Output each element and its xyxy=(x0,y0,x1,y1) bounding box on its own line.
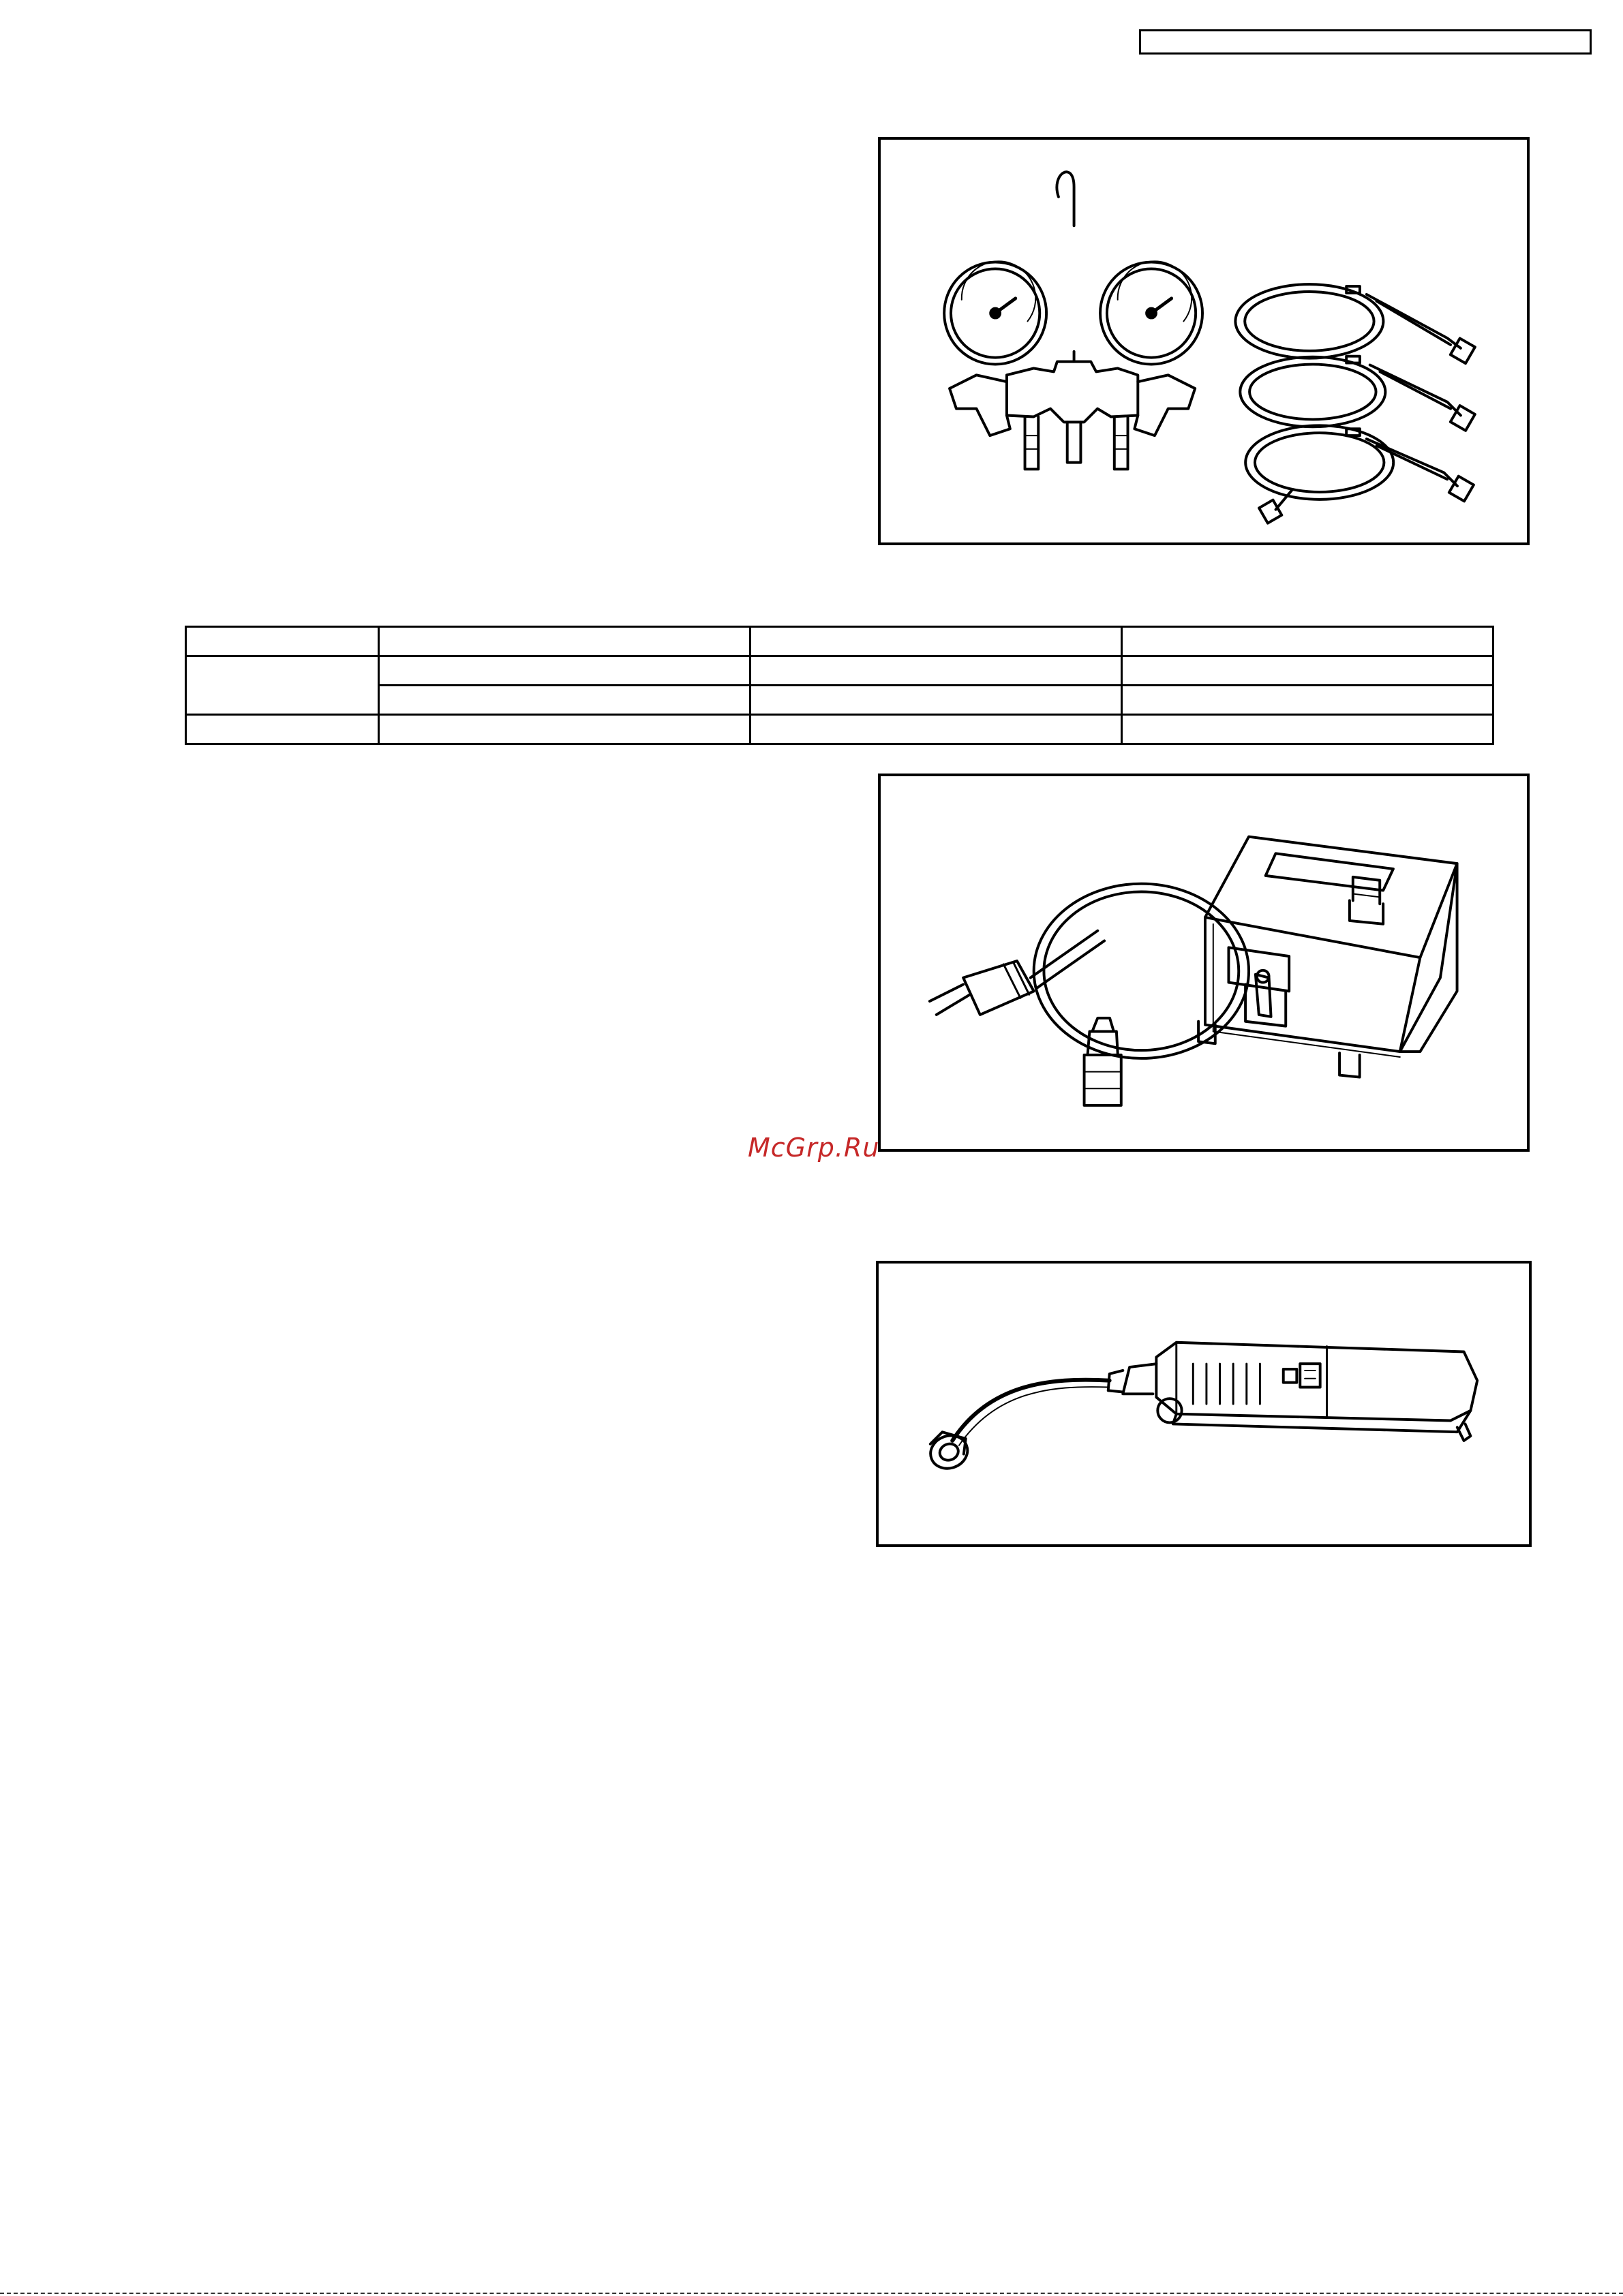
page-bottom-edge xyxy=(0,2293,1623,2295)
table-cell xyxy=(750,715,1122,744)
table-cell xyxy=(379,686,750,715)
table-cell xyxy=(750,656,1122,686)
table-cell xyxy=(186,656,379,715)
table-row xyxy=(186,686,1493,715)
vacuum-pump-adaptor-figure xyxy=(878,774,1530,1152)
leak-detector-icon xyxy=(879,1264,1529,1544)
vacuum-pump-adaptor-icon xyxy=(881,776,1527,1149)
table-cell xyxy=(750,686,1122,715)
table-cell xyxy=(186,715,379,744)
table-row xyxy=(186,656,1493,686)
table-cell xyxy=(1122,656,1493,686)
table-cell xyxy=(379,656,750,686)
gauge-manifold-icon xyxy=(881,140,1527,542)
watermark: McGrp.Ru xyxy=(748,1133,880,1163)
table-cell xyxy=(1122,715,1493,744)
table-cell xyxy=(379,627,750,656)
gas-leak-detector-figure xyxy=(876,1261,1532,1547)
table-row xyxy=(186,627,1493,656)
table-cell xyxy=(186,627,379,656)
model-number-box xyxy=(1139,29,1592,55)
table-cell xyxy=(379,715,750,744)
table-cell xyxy=(1122,627,1493,656)
table-row xyxy=(186,715,1493,744)
table-cell xyxy=(750,627,1122,656)
spec-table xyxy=(185,626,1494,745)
table-cell xyxy=(1122,686,1493,715)
gauge-manifold-figure xyxy=(878,137,1530,545)
